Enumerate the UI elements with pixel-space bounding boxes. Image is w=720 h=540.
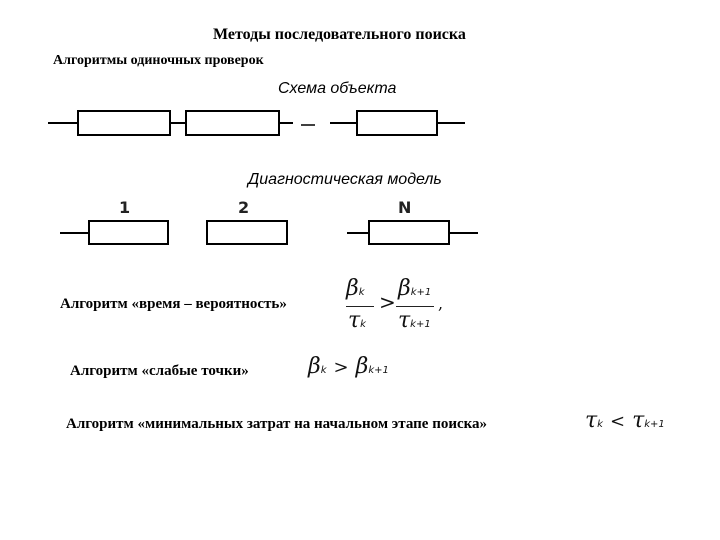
algorithm-time-probability: Алгоритм «время – вероятность»: [60, 296, 287, 312]
algorithm-weak-points: Алгоритм «слабые точки»: [70, 363, 249, 379]
object-scheme: [48, 111, 465, 135]
diagnostic-model: [60, 221, 478, 244]
subtitle: Алгоритмы одиночных проверок: [53, 53, 264, 68]
scheme-block-n: [357, 111, 437, 135]
block-number-2: 2: [238, 198, 250, 217]
diagnostic-model-label: Диагностическая модель: [248, 171, 442, 188]
algorithm-minimal-cost: Алгоритм «минимальных затрат на начальном этапе поиска»: [66, 416, 488, 432]
formula-time-probability: βk τk > βk+1 τk+1 ,: [346, 276, 444, 333]
diag-block-n: [369, 221, 449, 244]
scheme-block-2: [186, 111, 279, 135]
formula-minimal-cost: τk < τk+1: [585, 408, 665, 433]
scheme-block-1: [78, 111, 170, 135]
diag-block-1: [89, 221, 168, 244]
page-title: Методы последовательного поиска: [213, 26, 466, 43]
formula-weak-points: βk > βk+1: [308, 354, 389, 379]
object-scheme-label: Схема объекта: [278, 80, 397, 97]
diag-block-2: [207, 221, 287, 244]
block-number-1: 1: [119, 198, 131, 217]
block-number-n: N: [398, 198, 412, 217]
